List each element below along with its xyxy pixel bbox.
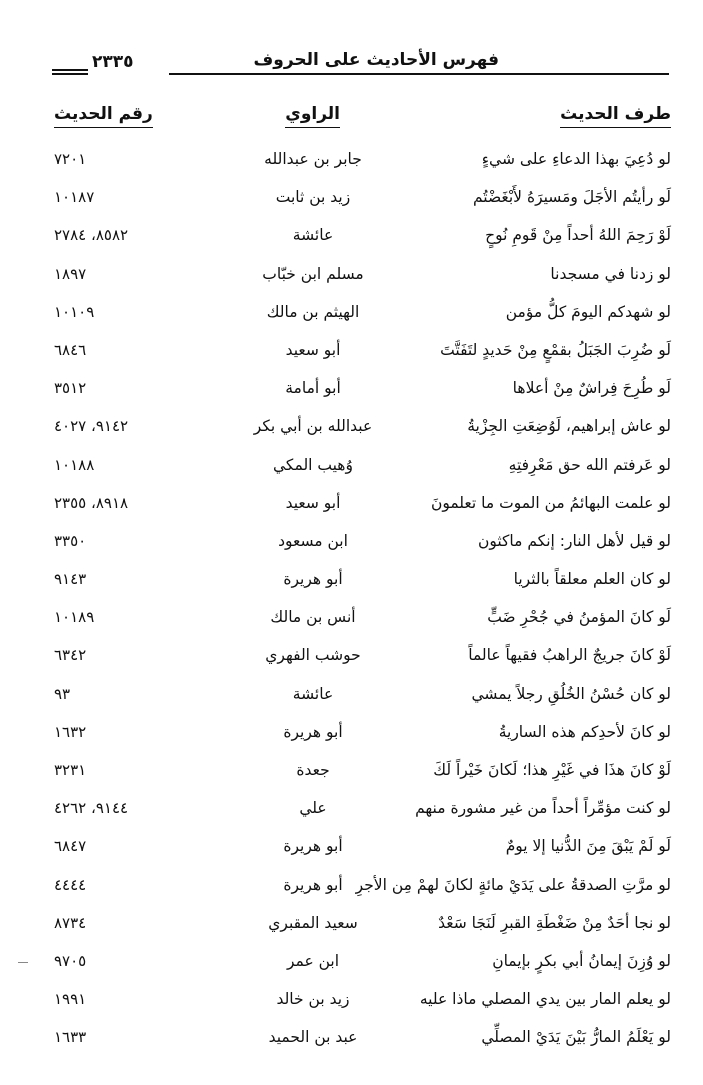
narrator-name: وُهيب المكي <box>273 455 353 474</box>
narrator-name: عبدالله بن أبي بكر <box>253 417 373 436</box>
hadith-number: ١٦٣٣ <box>54 1028 87 1047</box>
hadith-number: ٦٨٤٧ <box>54 837 87 856</box>
hadith-number: ١٠١٠٩ <box>54 302 95 321</box>
table-row <box>40 719 673 757</box>
hadith-number: ٩٣ <box>54 684 71 703</box>
hadith-text: لو كنت مؤمِّراً أحداً من غير مشورة منهم <box>415 799 671 818</box>
narrator-name: أبو هريرة <box>283 875 343 894</box>
table-row <box>40 872 673 910</box>
narrator-name: علي <box>299 799 327 818</box>
table-row <box>40 413 673 451</box>
narrator-name: عائشة <box>292 684 334 703</box>
narrator-name: الهيثم بن مالك <box>266 302 360 321</box>
column-header-narrator: الراوي <box>285 104 340 128</box>
page-number: ٢٣٣٥ <box>92 52 134 72</box>
hadith-text: لو نجا أحَدٌ مِنْ ضَغْطَةِ القبرِ لَنَجَا سَعْدٌ <box>438 913 671 932</box>
hadith-text: لو وُزِنَ إيمانُ أبي بكرٍ بإيمانِ <box>492 951 671 970</box>
narrator-name: سعيد المقبري <box>268 913 358 932</box>
narrator-name: أبو سعيد <box>285 493 341 512</box>
narrator-name: ابن عمر <box>286 951 340 970</box>
narrator-name: أنس بن مالك <box>270 608 356 627</box>
table-row <box>40 222 673 260</box>
hadith-text: لو علمت البهائمُ من الموت ما تعلمونَ <box>430 493 671 512</box>
hadith-number: ٤٤٤٤ <box>54 875 87 894</box>
running-header <box>52 50 669 80</box>
hadith-text: لو شهدكم اليومَ كلُّ مؤمن <box>505 302 671 321</box>
table-row <box>40 184 673 222</box>
narrator-name: ابن مسعود <box>278 531 348 550</box>
page-number-rule-lower <box>52 73 88 75</box>
hadith-text: لو عَرفتم الله حق مَعْرِفتِهِ <box>508 455 671 474</box>
table-row <box>40 833 673 871</box>
table-row <box>40 757 673 795</box>
running-title: فهرس الأحاديث على الحروف <box>253 50 499 70</box>
hadith-number: ١٩٩١ <box>54 990 87 1009</box>
table-row <box>40 681 673 719</box>
hadith-number: ١٠١٨٨ <box>54 455 95 474</box>
table-row <box>40 1024 673 1062</box>
narrator-name: جابر بن عبدالله <box>264 150 362 168</box>
table-row <box>40 146 673 184</box>
header-rule <box>169 73 669 75</box>
hadith-number: ٣٣٥٠ <box>54 531 87 550</box>
hadith-text: لَوْ كانَ هذَا في غَيْرِ هذا؛ لَكانَ خَيْراً لَكَ <box>433 761 671 779</box>
hadith-text: لو دُعِيَ بهذا الدعاءِ على شيءٍ <box>481 150 671 168</box>
hadith-text: لو كان حُسْنُ الخُلُقِ رجلاً يمشي <box>471 684 671 703</box>
hadith-number: ٦٨٤٦ <box>54 340 87 359</box>
column-header-hadith: طرف الحديث <box>560 104 671 128</box>
column-headers <box>40 104 673 138</box>
hadith-number: ٩١٤٣ <box>54 570 87 589</box>
hadith-text: لَوْ كانَ جريجٌ الراهبُ فقيهاً عالماً <box>468 646 671 665</box>
index-table <box>40 146 673 1063</box>
hadith-text: لو كان العلم معلقاً بالثريا <box>513 570 671 589</box>
column-header-number: رقم الحديث <box>54 104 153 128</box>
hadith-number: ٩٧٠٥ <box>54 951 87 970</box>
narrator-name: زيد بن خالد <box>276 990 350 1009</box>
table-row <box>40 604 673 642</box>
hadith-text: لَو لَمْ يَبْقَ مِنَ الدُّنيا إلا يومٌ <box>505 837 671 856</box>
hadith-number: ٣٢٣١ <box>54 761 87 779</box>
narrator-name: عبد بن الحميد <box>268 1028 358 1047</box>
hadith-number: ٩١٤٢، ٤٠٢٧ <box>54 417 129 436</box>
table-row <box>40 375 673 413</box>
table-row <box>40 642 673 680</box>
narrator-name: عائشة <box>292 226 334 245</box>
hadith-text: لَو كانَ المؤمنُ في جُحْرِ ضَبٍّ <box>487 608 671 627</box>
hadith-number: ٩١٤٤، ٤٢٦٢ <box>54 799 129 818</box>
narrator-name: أبو هريرة <box>283 722 343 741</box>
table-row <box>40 261 673 299</box>
hadith-text: لَو ضُرِبَ الجَبَلُ بقمْعٍ مِنْ حَديدٍ لتَفَتَّتَ <box>440 340 671 359</box>
page-number-rule-upper <box>52 69 88 71</box>
margin-mark <box>18 962 28 963</box>
hadith-text: لو زدنا في مسجدنا <box>550 264 671 283</box>
narrator-name: أبو سعيد <box>285 340 341 359</box>
hadith-text: لَو رأيتُم الأجَلَ ومَسيرَهُ لأَبْغَضْتُم <box>472 188 671 207</box>
table-row <box>40 986 673 1024</box>
hadith-text: لَو طُرِحَ فِراشٌ مِنْ أعلاها <box>512 379 671 398</box>
narrator-name: أبو هريرة <box>283 837 343 856</box>
hadith-text: لو قيل لأهل النار: إنكم ماكثون <box>477 531 671 550</box>
hadith-number: ١٠١٨٧ <box>54 188 95 207</box>
hadith-text: لو يَعْلَمُ المارُّ بَيْنَ يَدَيْ المصلِّي <box>481 1028 671 1047</box>
hadith-text: لو عاش إبراهيم، لَوُضِعَتِ الجِزْيةُ <box>467 417 671 436</box>
narrator-name: جعدة <box>296 761 330 779</box>
table-row <box>40 948 673 986</box>
hadith-number: ١٨٩٧ <box>54 264 87 283</box>
table-row <box>40 795 673 833</box>
table-row <box>40 337 673 375</box>
narrator-name: مسلم ابن خبّاب <box>262 264 364 283</box>
hadith-number: ٧٢٠١ <box>54 150 87 168</box>
table-row <box>40 299 673 337</box>
table-row <box>40 452 673 490</box>
narrator-name: حوشب الفهري <box>265 646 361 665</box>
narrator-name: أبو أمامة <box>285 379 341 398</box>
hadith-number: ١٠١٨٩ <box>54 608 95 627</box>
hadith-text: لو كانَ لأحدِكم هذه الساريةُ <box>498 722 671 741</box>
hadith-text: لو يعلم المار بين يدي المصلي ماذا عليه <box>419 990 671 1009</box>
hadith-text: لو مرَّتِ الصدقةُ على يَدَيْ مائةٍ لكانَ لهمْ مِن الأجرِ <box>355 875 671 894</box>
narrator-name: أبو هريرة <box>283 570 343 589</box>
hadith-text: لَوْ رَحِمَ اللهُ أحداً مِنْ قَومِ نُوحٍ <box>485 226 671 245</box>
hadith-number: ١٦٣٢ <box>54 722 87 741</box>
hadith-number: ٨٩١٨، ٢٣٥٥ <box>54 493 129 512</box>
table-row <box>40 566 673 604</box>
table-row <box>40 490 673 528</box>
hadith-number: ٣٥١٢ <box>54 379 87 398</box>
hadith-number: ٦٣٤٢ <box>54 646 87 665</box>
table-row <box>40 910 673 948</box>
narrator-name: زيد بن ثابت <box>275 188 351 207</box>
table-row <box>40 528 673 566</box>
hadith-number: ٨٥٨٢، ٢٧٨٤ <box>54 226 129 245</box>
hadith-number: ٨٧٣٤ <box>54 913 87 932</box>
